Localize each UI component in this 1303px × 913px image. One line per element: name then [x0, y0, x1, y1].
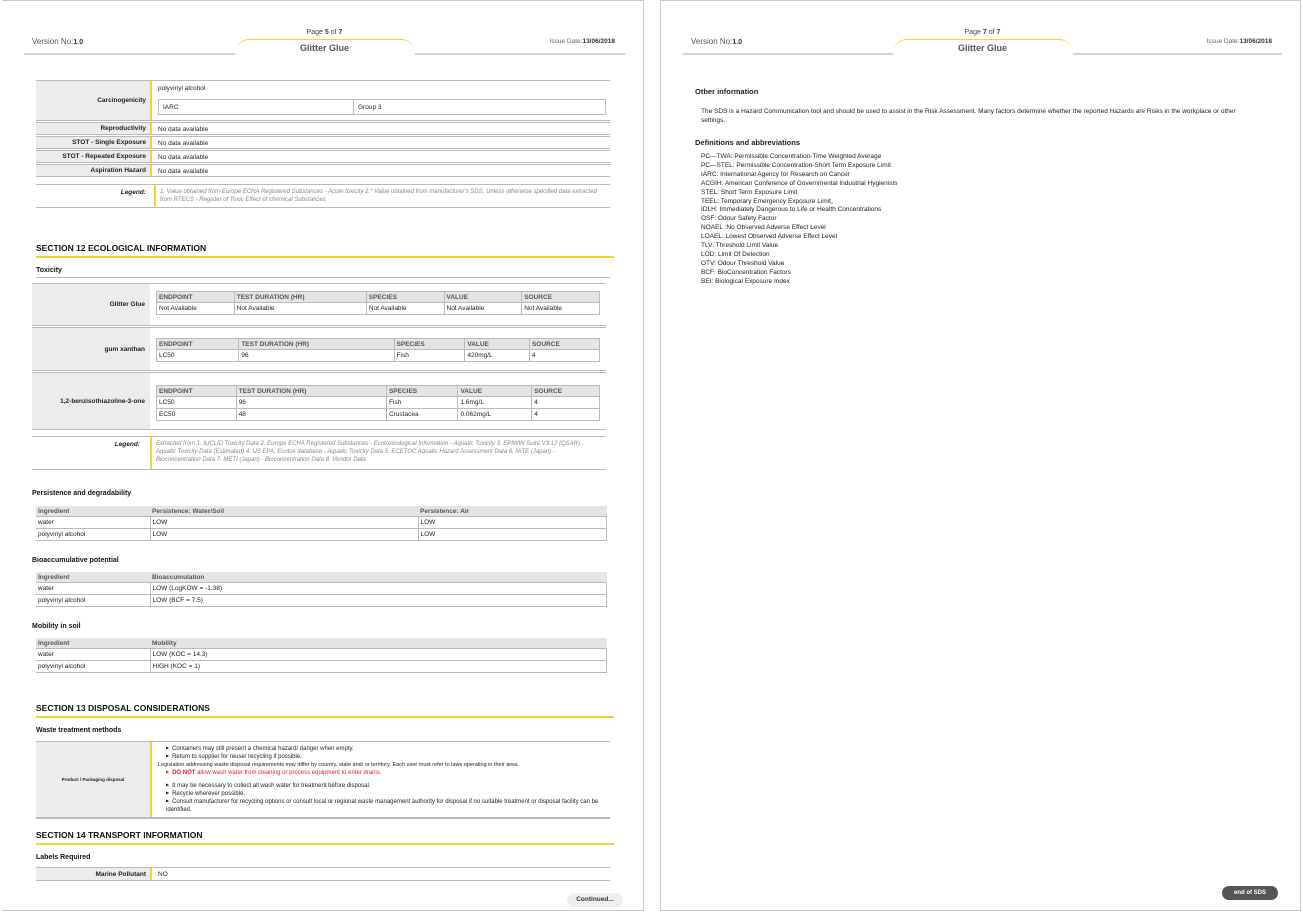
page-number: Page 7 of 7: [964, 29, 1001, 36]
persistence-table: [36, 506, 607, 541]
list-item: BEI: Biological Exposure Index: [701, 277, 790, 285]
table-cell: LOW: [418, 517, 607, 529]
list-item: BCF: BioConcentration Factors: [701, 268, 791, 276]
list-item: IARC: International Agency for Research on Cancer: [701, 170, 850, 178]
col-header: Persistence: Air: [418, 506, 607, 517]
table-cell: water: [36, 583, 150, 595]
persistence-title: Persistence and degradability: [32, 490, 132, 497]
col-header: Ingredient: [36, 572, 150, 583]
end-of-sds-badge: end of SDS: [1222, 886, 1278, 900]
waste-items: [158, 745, 606, 814]
legend-toxicology: [36, 184, 610, 208]
table-cell: Not Available: [366, 303, 444, 315]
list-item: IDLH: Immediately Dangerous to Life or Health Concentrations: [701, 206, 882, 214]
col-header: SOURCE: [532, 386, 600, 397]
table-cell: 1.6mg/L: [458, 397, 532, 409]
table-row: [36, 661, 607, 673]
continued-badge: Continued...: [567, 893, 623, 907]
tox-label: STOT - Single Exposure: [36, 137, 152, 148]
legend-label: Legend:: [114, 441, 140, 448]
col-header: ENDPOINT: [157, 292, 235, 303]
issue-date: Issue Date:13/06/2018: [549, 38, 615, 45]
table-cell: 48: [236, 409, 386, 421]
table-cell: polyvinyl alcohol: [36, 661, 150, 673]
col-header: TEST DURATION (HR): [239, 339, 394, 350]
tox-row-carcinogenicity: [36, 80, 610, 121]
tox-label: Aspiration Hazard: [36, 165, 152, 176]
tox-value: No data available: [158, 168, 209, 175]
list-item: PC—TWA: Permissible Concentration-Time Weighted Average: [701, 153, 882, 160]
col-header: Bioaccumulation: [150, 572, 607, 583]
col-header: ENDPOINT: [157, 339, 239, 350]
abbreviations-list: [695, 153, 1255, 287]
eco-block-benzisothiazoline: [32, 372, 606, 430]
list-item: ▶ DO NOT allow wash water from cleaning or process equipment to enter drains.: [158, 769, 606, 777]
agency-cell: IARC: [163, 104, 179, 111]
table-cell: 4: [532, 397, 600, 409]
legend-text: Extracted from 1. IUCLID Toxicity Data 2. Europe ECHA Registered Substances - Ecotoxicological Information - Aquatic Toxicity 3. EPIWIN Suite V3.12 (QSAR) - Aquatic Toxicity Data (Estimated) 4. US EPA, Ecotox database - Aquatic Toxicity Data 5. ECETOC Aquatic Hazard Assessment Data 6. NITE (Japan) - Bioconcentration Data 7. METI (Japan) - Bioconcentration Data 8. Vendor Data: [150, 437, 604, 469]
table-cell: 4: [532, 409, 600, 421]
table-row: [36, 649, 607, 661]
tox-row-reproductivity: [36, 122, 610, 135]
list-item: ▶ Return to supplier for reuse/ recycling if possible.: [158, 753, 606, 761]
eco-ingredient-label: gum xanthan: [32, 328, 150, 370]
table-cell: LOW: [150, 517, 418, 529]
eco-ingredient-label: Glitter Glue: [32, 284, 150, 325]
list-item: LOAEL: Lowest Observed Adverse Effect Level: [701, 233, 838, 241]
tox-value: No data available: [158, 140, 209, 147]
tox-value: No data available: [158, 126, 209, 133]
mobility-title: Mobility in soil: [32, 623, 81, 630]
table-row: [36, 583, 607, 595]
table-cell: polyvinyl alcohol: [36, 529, 150, 541]
col-header: Persistence: Water/Soil: [150, 506, 418, 517]
mobility-table: [36, 638, 607, 673]
table-cell: LC50: [157, 397, 237, 409]
table-cell: Not Available: [157, 303, 235, 315]
tox-label: Carcinogenicity: [36, 81, 152, 120]
col-header: TEST DURATION (HR): [234, 292, 366, 303]
col-header: SPECIES: [366, 292, 444, 303]
table-cell: HIGH (KOC = 1): [150, 661, 607, 673]
table-cell: 0.062mg/L: [458, 409, 532, 421]
eco-table: [156, 338, 600, 362]
col-header: Ingredient: [36, 638, 150, 649]
table-cell: 420mg/L: [465, 350, 530, 362]
waste-disposal-box: [36, 741, 610, 819]
tox-row-stot-single: [36, 136, 610, 149]
tox-label: STOT - Repeated Exposure: [36, 151, 152, 162]
table-cell: Not Available: [234, 303, 366, 315]
table-row: [36, 517, 607, 529]
page-header: [24, 27, 625, 55]
list-item: ▶ Recycle wherever possible.: [158, 790, 606, 798]
page-header: [683, 27, 1282, 55]
table-cell: LC50: [157, 350, 239, 362]
version-no: Version No:1.0: [691, 37, 743, 46]
issue-date: Issue Date:13/06/2018: [1206, 38, 1272, 45]
col-header: SPECIES: [394, 339, 465, 350]
col-header: VALUE: [444, 292, 522, 303]
list-item: ▶ It may be necessary to collect all wash water for treatment before disposal.: [158, 782, 606, 790]
waste-label: Product / Packaging disposal: [36, 742, 152, 817]
col-header: Mobility: [150, 638, 607, 649]
labels-required-title: Labels Required: [36, 854, 91, 861]
list-item: PC—STEL: Permissible Concentration-Short Term Exposure Limit: [701, 161, 891, 169]
marine-pollutant-row: [36, 867, 610, 881]
marine-value: NO: [158, 871, 168, 878]
table-row: [157, 397, 600, 409]
eco-table: [156, 385, 600, 421]
list-item: Legislation addressing waste disposal requirements may differ by country, state and/ or territory. Each user must refer to laws operating in their area.: [158, 761, 519, 768]
group-cell: Group 3: [353, 100, 382, 114]
table-cell: LOW (KOC = 14.3): [150, 649, 607, 661]
col-header: SOURCE: [529, 339, 599, 350]
table-row: [157, 303, 600, 315]
table-cell: 96: [236, 397, 386, 409]
list-item: NOAEL :No Observed Adverse Effect Level: [701, 224, 826, 232]
waste-title: Waste treatment methods: [36, 727, 122, 734]
other-info-title: Other information: [695, 87, 759, 96]
carcinogenicity-subtable: [158, 99, 606, 115]
table-row: [36, 529, 607, 541]
tox-row-stot-repeated: [36, 150, 610, 163]
legend-text: 1. Value obtained from Europe ECHA Registered Substances - Acute toxicity 2.* Value obtained from manufacturer's SDS. Unless otherwise specified data extracted from RTECS - Register of Toxic Effect of chemical Substances: [154, 185, 608, 207]
page-number: Page 5 of 7: [306, 29, 343, 36]
table-cell: Fish: [386, 397, 458, 409]
table-cell: Not Available: [522, 303, 600, 315]
section-14-title: SECTION 14 TRANSPORT INFORMATION: [36, 830, 614, 845]
product-title: Glitter Glue: [235, 39, 415, 56]
list-item: ▶ Consult manufacturer for recycling options or consult local or regional waste management authority for disposal if no suitable treatment or disposal facility can be identified.: [158, 798, 606, 814]
table-cell: Not Available: [444, 303, 522, 315]
product-title: Glitter Glue: [893, 39, 1073, 56]
list-item: ▶ Containers may still present a chemical hazard/ danger when empty.: [158, 745, 606, 753]
bioaccumulation-table: [36, 572, 607, 607]
table-row: [157, 350, 600, 362]
table-cell: LOW (BCF = 7.5): [150, 595, 607, 607]
legend-ecological: [32, 436, 606, 470]
table-cell: EC50: [157, 409, 237, 421]
section-12-title: SECTION 12 ECOLOGICAL INFORMATION: [36, 243, 614, 258]
sds-page-7: [660, 0, 1301, 911]
bioaccumulative-title: Bioaccumulative potential: [32, 557, 119, 564]
list-item: TLV: Threshold Limit Value: [701, 242, 779, 250]
eco-table: [156, 291, 600, 315]
marine-label: Marine Pollutant: [36, 868, 152, 880]
table-cell: LOW: [150, 529, 418, 541]
table-cell: Crustacea: [386, 409, 458, 421]
eco-ingredient-label: 1,2-benzisothiazoline-3-one: [32, 373, 150, 429]
list-item: STEL: Short Term Exposure Limit: [701, 188, 798, 196]
col-header: VALUE: [458, 386, 532, 397]
list-item: OSF: Odour Safety Factor: [701, 215, 777, 223]
tox-value: No data available: [158, 154, 209, 161]
table-row: [36, 595, 607, 607]
eco-block-gum-xanthan: [32, 327, 606, 371]
tox-label: Reproductivity: [36, 123, 152, 134]
list-item: OTV: Odour Threshold Value: [701, 259, 785, 267]
table-cell: polyvinyl alcohol: [36, 595, 150, 607]
list-item: LOD: Limit Of Detection: [701, 250, 770, 258]
sds-page-5: [2, 0, 644, 911]
table-row: [157, 409, 600, 421]
definitions-title: Definitions and abbreviations: [695, 138, 801, 147]
toxicity-title: Toxicity: [36, 267, 610, 278]
col-header: SOURCE: [522, 292, 600, 303]
table-cell: 4: [529, 350, 599, 362]
legend-label: Legend:: [120, 189, 146, 196]
col-header: SPECIES: [386, 386, 458, 397]
tox-row-aspiration: [36, 164, 610, 177]
section-13-title: SECTION 13 DISPOSAL CONSIDERATIONS: [36, 703, 614, 718]
tox-value: polyvinyl alcohol: [158, 85, 206, 92]
other-info-text: The SDS is a Hazard Communication tool and should be used to assist in the Risk Assessment. Many factors determine whether the reported Hazards are Risks in the workplace or other settings.: [701, 108, 1236, 124]
table-cell: water: [36, 517, 150, 529]
list-item: ACGIH: American Conference of Governmental Industrial Hygienists: [701, 179, 898, 187]
list-item: TEEL: Temporary Emergency Exposure Limit。: [701, 197, 838, 205]
table-cell: water: [36, 649, 150, 661]
col-header: ENDPOINT: [157, 386, 237, 397]
col-header: VALUE: [465, 339, 530, 350]
version-no: Version No:1.0: [32, 37, 84, 46]
table-cell: 96: [239, 350, 394, 362]
other-information: [695, 87, 1255, 287]
table-cell: LOW: [418, 529, 607, 541]
col-header: Ingredient: [36, 506, 150, 517]
table-cell: LOW (LogKOW = -1.38): [150, 583, 607, 595]
table-cell: Fish: [394, 350, 465, 362]
eco-block-glitter-glue: [32, 283, 606, 326]
col-header: TEST DURATION (HR): [236, 386, 386, 397]
